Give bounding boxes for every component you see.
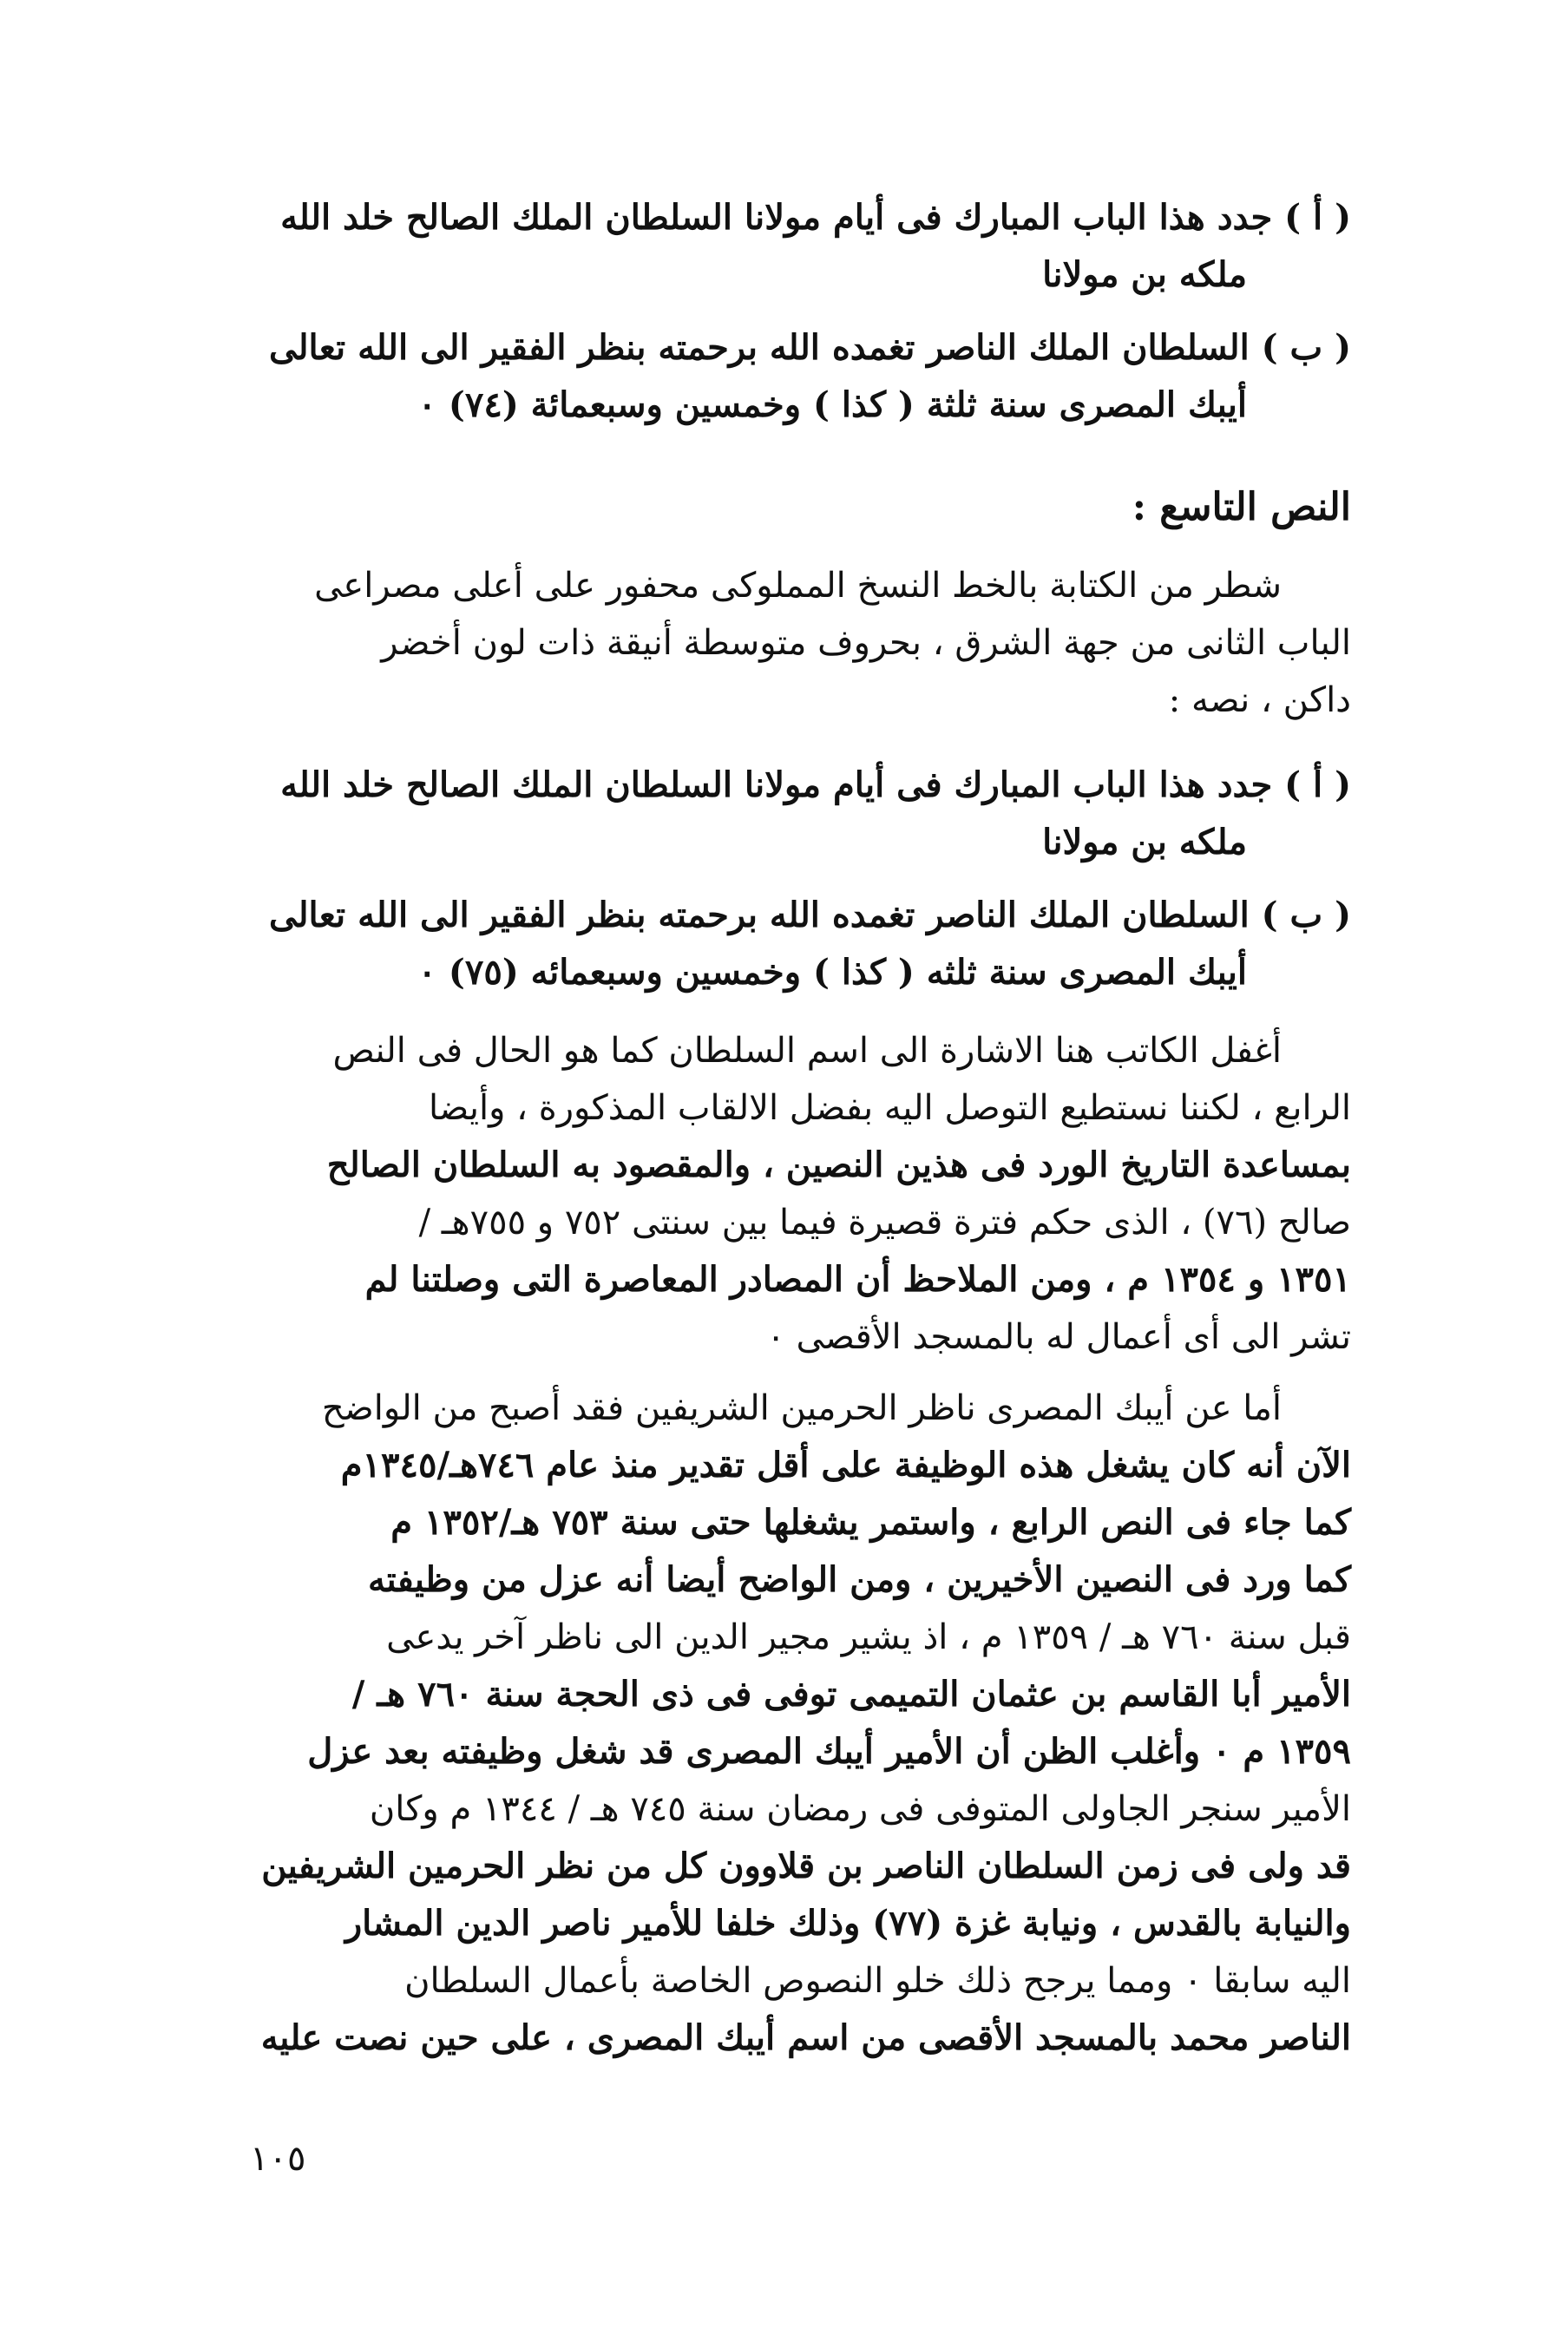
text-line: أما عن أيبك المصرى ناظر الحرمين الشريفين فقد أصبح من الواضح — [321, 1388, 1282, 1428]
text-line: قبل سنة ٧٦٠ هـ / ١٣٥٩ م ، اذ يشير مجير الدين الى ناظر آخر يدعى — [386, 1617, 1351, 1657]
text-line: تشر الى أى أعمال له بالمسجد الأقصى ٠ — [766, 1317, 1351, 1357]
inscription-2-line-a-text: ( أ ) جدد هذا الباب المبارك فى أيام مولانا السلطان الملك الصالح خلد الله — [280, 764, 1351, 805]
intro-paragraph — [223, 557, 1351, 729]
inscription-1-line-a-cont: ملكه بن مولانا — [1042, 254, 1247, 295]
section-heading: النص التاسع : — [1132, 485, 1351, 529]
text-line: ١٣٥١ و ١٣٥٤ م ، ومن الملاحظ أن المصادر المعاصرة التى وصلتنا لم — [364, 1259, 1351, 1300]
inscription-1-line-b-text: ( ب ) السلطان الملك الناصر تغمده الله برحمته بنظر الفقير الى الله تعالى — [269, 327, 1351, 368]
inscription-1-line-a-text: ( أ ) جدد هذا الباب المبارك فى أيام مولانا السلطان الملك الصالح خلد الله — [280, 197, 1351, 238]
text-line: الباب الثانى من جهة الشرق ، بحروف متوسطة أنيقة ذات لون أخضر — [381, 623, 1351, 663]
text-line: الرابع ، لكننا نستطيع التوصل اليه بفضل الالقاب المذكورة ، وأيضا — [428, 1088, 1351, 1128]
text-line: صالح (٧٦) ، الذى حكم فترة قصيرة فيما بين سنتى ٧٥٢ و ٧٥٥هـ / — [418, 1203, 1351, 1243]
page-number: ١٠٥ — [250, 2139, 306, 2179]
inscription-2-line-a — [223, 757, 1351, 871]
body-paragraph-1 — [223, 1022, 1351, 1366]
text-line: والنيابة بالقدس ، ونيابة غزة (٧٧) وذلك خلفا للأمير ناصر الدين المشار — [344, 1903, 1351, 1944]
text-line: قد ولى فى زمن السلطان الناصر بن قلاوون كل من نظر الحرمين الشريفين — [261, 1846, 1351, 1886]
body-paragraph-2 — [223, 1380, 1351, 2067]
text-line: شطر من الكتابة بالخط النسخ المملوكى محفور على أعلى مصراعى — [314, 566, 1282, 606]
text-line: الأمير سنجر الجاولى المتوفى فى رمضان سنة ٧٤٥ هـ / ١٣٤٤ م وكان — [369, 1789, 1351, 1829]
text-line: الناصر محمد بالمسجد الأقصى من اسم أيبك المصرى ، على حين نصت عليه — [260, 2017, 1351, 2058]
inscription-1-line-a — [223, 189, 1351, 304]
line-marker: ( ب ) — [1261, 327, 1351, 368]
text-line: الآن أنه كان يشغل هذه الوظيفة على أقل تقدير منذ عام ٧٤٦هـ/١٣٤٥م — [340, 1445, 1351, 1485]
text-line: كما ورد فى النصين الأخيرين ، ومن الواضح أيضا أنه عزل من وظيفته — [368, 1559, 1351, 1600]
line-marker: ( ب ) — [1261, 895, 1351, 935]
line-marker: ( أ ) — [1284, 764, 1351, 805]
text-line: ١٣٥٩ م ٠ وأغلب الظن أن الأمير أيبك المصرى قد شغل وظيفته بعد عزل — [307, 1731, 1351, 1772]
inscription-1-line-b-cont: أيبك المصرى سنة ثلثة ( كذا ) وخمسين وسبعمائة (٧٤) ٠ — [417, 384, 1247, 425]
text-line: بمساعدة التاريخ الورد فى هذين النصين ، والمقصود به السلطان الصالح — [326, 1144, 1351, 1185]
inscription-2-line-b-text: ( ب ) السلطان الملك الناصر تغمده الله برحمته بنظر الفقير الى الله تعالى — [269, 895, 1351, 935]
text-line: الأمير أبا القاسم بن عثمان التميمى توفى فى ذى الحجة سنة ٧٦٠ هـ / — [351, 1674, 1351, 1715]
inscription-2-line-b — [223, 887, 1351, 1001]
text-line: داكن ، نصه : — [1168, 680, 1351, 720]
text-line: أغفل الكاتب هنا الاشارة الى اسم السلطان كما هو الحال فى النص — [332, 1031, 1282, 1071]
inscription-1-line-b — [223, 319, 1351, 434]
inscription-2-line-b-cont: أيبك المصرى سنة ثلثه ( كذا ) وخمسين وسبعمائه (٧٥) ٠ — [417, 952, 1247, 993]
text-line: اليه سابقا ٠ ومما يرجح ذلك خلو النصوص الخاصة بأعمال السلطان — [404, 1961, 1351, 2001]
inscription-2-line-a-cont: ملكه بن مولانا — [1042, 822, 1247, 862]
line-marker: ( أ ) — [1284, 197, 1351, 238]
text-line: كما جاء فى النص الرابع ، واستمر يشغلها حتى سنة ٧٥٣ هـ/١٣٥٢ م — [390, 1502, 1351, 1543]
